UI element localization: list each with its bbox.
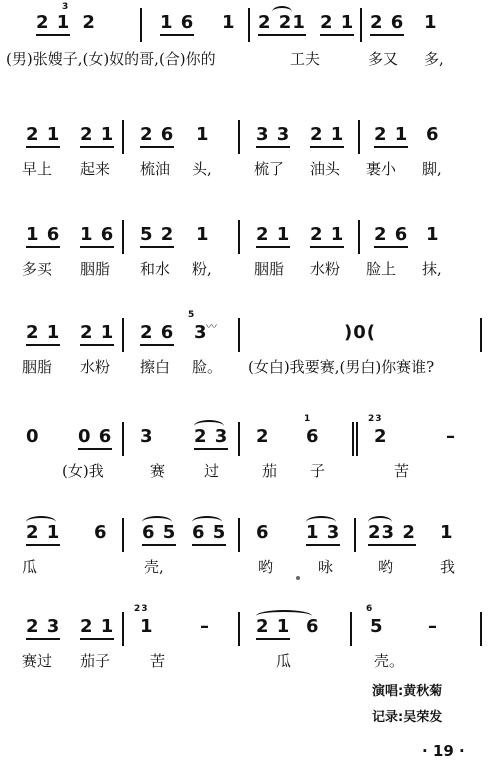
notes-row-7 xyxy=(0,604,500,642)
barline xyxy=(238,120,240,154)
note-group: 6 xyxy=(94,522,108,543)
notes-row-2 xyxy=(0,124,500,150)
lyrics-row-6 xyxy=(0,556,500,580)
lyric: 水粉 xyxy=(80,358,111,376)
note-group: 6 xyxy=(256,522,270,543)
note-group: 2 1 xyxy=(80,322,114,343)
note-group: 6 5 xyxy=(142,522,176,543)
note-group: 2 1 xyxy=(80,616,114,637)
lyric: 工夫 xyxy=(290,50,321,68)
notes-row-1 xyxy=(0,2,500,38)
note-group: 2 1 xyxy=(26,322,60,343)
note-group: 6 5 xyxy=(192,522,226,543)
note-group: 2 6 xyxy=(140,124,174,145)
lyric: 擦白 xyxy=(140,358,171,376)
lyric: 油头 xyxy=(310,160,341,178)
note-group: 2 1 xyxy=(310,124,344,145)
barline xyxy=(358,120,360,154)
barline xyxy=(238,220,240,254)
barline xyxy=(238,612,240,646)
note-group: 1 xyxy=(424,12,438,33)
lyric: 水粉 xyxy=(310,260,341,278)
lyric: 苦 xyxy=(394,462,410,480)
lyric: 抹, xyxy=(422,260,442,278)
barline xyxy=(140,8,142,42)
singer-credit: 演唱:黄秋菊 xyxy=(372,684,443,699)
barline xyxy=(122,318,124,352)
note-group: 2 1 xyxy=(26,124,60,145)
notes-row-6 xyxy=(0,522,500,548)
barline xyxy=(480,612,482,646)
note-group: 1 6 xyxy=(80,224,114,245)
barline xyxy=(354,518,356,552)
lyric: 赛过 xyxy=(22,652,53,670)
lyric: 我 xyxy=(440,558,456,576)
note-group: 0 xyxy=(26,426,40,447)
lyric: 梳油 xyxy=(140,160,171,178)
lyric: 脸上 xyxy=(366,260,397,278)
barline xyxy=(248,8,250,42)
notes-row-3 xyxy=(0,224,500,250)
lyric: 胭脂 xyxy=(80,260,111,278)
note-group: 2 1 xyxy=(80,124,114,145)
lyric: 裹小 xyxy=(366,160,397,178)
lyric: 头, xyxy=(192,160,212,178)
note-group: 23 2 xyxy=(368,522,416,543)
note-group: 2 3 xyxy=(194,426,228,447)
note-group: 2 1 xyxy=(320,12,354,33)
note-group: 6 5 xyxy=(366,604,384,637)
lyric: (女白)我要赛,(男白)你赛谁? xyxy=(248,358,435,376)
lyric: 哟 xyxy=(258,558,274,576)
note-group: 2 1 xyxy=(256,616,290,637)
note-group: 1 xyxy=(440,522,454,543)
lyric: 瓜 xyxy=(22,558,38,576)
barline xyxy=(122,120,124,154)
note-group: 1 6 xyxy=(304,414,320,447)
note-group: 2 6 xyxy=(370,12,404,33)
note-group: 6 xyxy=(426,124,440,145)
note-group: 2 1 3 2 xyxy=(36,12,96,33)
note-group: 1 xyxy=(196,124,210,145)
lyric: 脚, xyxy=(422,160,442,178)
note-group: 1 xyxy=(222,12,236,33)
sustain-dash: – xyxy=(446,426,455,447)
note-group: 2 21 xyxy=(258,12,306,33)
barline xyxy=(358,220,360,254)
ink-speck xyxy=(296,576,300,580)
note-group: 1 6 xyxy=(160,12,194,33)
note-group: 2 1 xyxy=(256,224,290,245)
lyric: 咏 xyxy=(318,558,334,576)
lyric: 起来 xyxy=(80,160,111,178)
note-group: 5 2 xyxy=(140,224,174,245)
lyric: 多买 xyxy=(22,260,53,278)
lyric: 子 xyxy=(310,462,326,480)
barline xyxy=(122,612,124,646)
lyrics-row-1 xyxy=(0,48,500,72)
barline xyxy=(238,518,240,552)
note-group: 1 6 xyxy=(26,224,60,245)
note-group: 1 xyxy=(196,224,210,245)
note-group: 2 1 xyxy=(374,124,408,145)
trill-mark: 〰 xyxy=(206,320,217,333)
note-group: 5 3 xyxy=(188,310,208,343)
note-group: 2 6 xyxy=(374,224,408,245)
barline xyxy=(122,518,124,552)
barline xyxy=(238,318,240,352)
notes-row-4 xyxy=(0,310,500,348)
note-group: 0 6 xyxy=(78,426,112,447)
note-group: 3 3 xyxy=(256,124,290,145)
barline xyxy=(122,422,124,456)
note-group: )0( xyxy=(344,322,376,343)
note-group: 2 1 xyxy=(310,224,344,245)
lyrics-row-2 xyxy=(0,158,500,182)
lyric: 早上 xyxy=(22,160,53,178)
lyrics-row-7 xyxy=(0,650,500,674)
notes-row-5 xyxy=(0,414,500,452)
barline xyxy=(360,8,362,42)
recorder-credit: 记录:吴荣发 xyxy=(372,710,443,725)
lyric: 瓜 xyxy=(276,652,292,670)
note-group: 23 1 xyxy=(134,604,154,637)
lyric: (女)我 xyxy=(62,462,104,480)
lyric: 哟 xyxy=(378,558,394,576)
barline xyxy=(480,318,482,352)
note-group: 2 1 xyxy=(26,522,60,543)
note-group: 6 xyxy=(306,616,320,637)
barline xyxy=(122,220,124,254)
lyric: 壳。 xyxy=(374,652,405,670)
lyric: 苦 xyxy=(150,652,166,670)
lyric: 粉, xyxy=(192,260,212,278)
lyric: 胭脂 xyxy=(254,260,285,278)
lyric: 和水 xyxy=(140,260,171,278)
lyric: 多, xyxy=(424,50,444,68)
note-group: 2 3 xyxy=(26,616,60,637)
note-group: 2 6 xyxy=(140,322,174,343)
note-group: 1 3 xyxy=(306,522,340,543)
page-number: · 19 · xyxy=(422,742,465,760)
double-barline xyxy=(352,422,358,456)
lyrics-row-5 xyxy=(0,460,500,484)
lyric: 多又 xyxy=(368,50,399,68)
lyrics-row-3 xyxy=(0,258,500,282)
note-group: 23 2 xyxy=(368,414,388,447)
lyric: 脸。 xyxy=(192,358,223,376)
note-group: 1 xyxy=(426,224,440,245)
barline xyxy=(238,422,240,456)
lyric: 过 xyxy=(204,462,220,480)
sustain-dash: – xyxy=(428,616,437,637)
barline xyxy=(350,612,352,646)
lyric: 茄 xyxy=(262,462,278,480)
sustain-dash: – xyxy=(200,616,209,637)
lyric: 胭脂 xyxy=(22,358,53,376)
lyric: 壳, xyxy=(144,558,164,576)
note-group: 2 xyxy=(256,426,270,447)
lyric: 梳了 xyxy=(254,160,285,178)
lyric: (男)张嫂子,(女)奴的哥,(合)你的 xyxy=(6,50,216,68)
lyric: 茄子 xyxy=(80,652,111,670)
note-group: 3 xyxy=(140,426,154,447)
lyric: 赛 xyxy=(150,462,166,480)
lyrics-row-4 xyxy=(0,356,500,380)
